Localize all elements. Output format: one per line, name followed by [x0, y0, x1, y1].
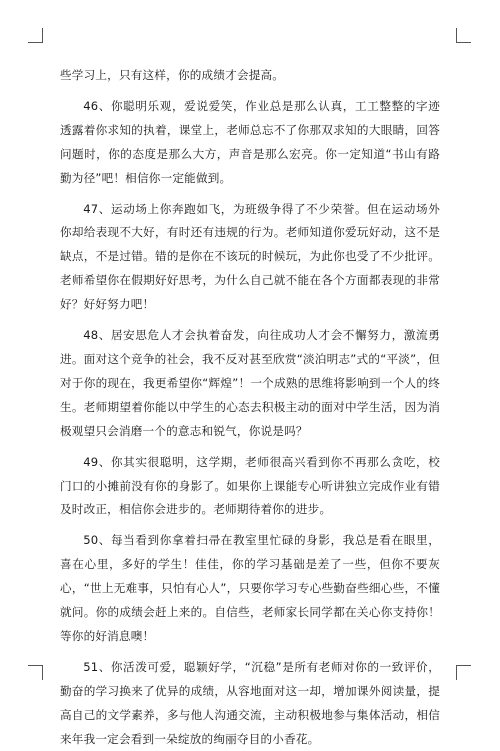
- document-body: [60, 64, 440, 751]
- continuation-line: 些学习上，只有这样，你的成绩才会提高。: [60, 68, 285, 82]
- paragraph-48: 48、居安思危人才会执着奋发，向往成功人才会不懈努力，激流勇进。面对这个竞争的社会，我不反对甚至欣赏“淡泊明志”式的“平淡”，但对于你的现在，我更希望你“辉煌”！一个成熟的思维将影响到一个人的终生。老师期望着你能以中学生的心态去积极主动的面对中学生活，因为消极观望只会消磨一个的意志和锐气，你说是吗？: [60, 328, 440, 438]
- crop-mark-bottom-right: [456, 665, 471, 680]
- crop-mark-top-left: [28, 28, 43, 43]
- paragraph-51: 51、你活泼可爱，聪颖好学，“沉稳”是所有老师对你的一致评价，勤奋的学习换来了优异的成绩，从容地面对这一却，增加课外阅读量，提高自己的文学素养，多与他人沟通交流，主动积极地参与集体活动，相信来年我一定会看到一朵绽放的绚丽夺目的小香花。: [60, 659, 440, 746]
- crop-mark-bottom-left: [28, 665, 43, 680]
- paragraph-46: 46、你聪明乐观，爱说爱笑，作业总是那么认真，工工整整的字迹透露着你求知的执着，课堂上，老师总忘不了你那双求知的大眼睛，回答问题时，你的态度是那么大方，声音是那么宏亮。你一定知道“书山有路勤为径”吧！相信你一定能做到。: [60, 98, 440, 185]
- crop-mark-top-right: [456, 28, 471, 43]
- paragraph-47: 47、运动场上你奔跑如飞，为班级争得了不少荣誉。但在运动场外你却给表现不大好，有时还有违规的行为。老师知道你爱玩好动，这不是缺点，不是过错。错的是你在不该玩的时候玩，为此你也受了不少批评。老师希望你在假期好好思考，为什么自己就不能在各个方面都表现的非常好？好好努力吧！: [60, 201, 440, 312]
- paragraph-49: 49、你其实很聪明，这学期，老师很高兴看到你不再那么贪吃，校门口的小摊前没有你的身影了。如果你上课能专心听讲独立完成作业有错及时改正，相信你会进步的。老师期待着你的进步。: [60, 454, 440, 517]
- paragraph-50: 50、每当看到你拿着扫帚在教室里忙碌的身影，我总是看在眼里，喜在心里，多好的学生！佳佳，你的学习基础是差了一些，但你不要灰心，“世上无难事，只怕有心人”，只要你学习专心些勤奋些细心些，不懂就问。你的成绩会赶上来的。自信些，老师家长同学都在关心你支持你！等你的好消息噢！: [60, 533, 440, 643]
